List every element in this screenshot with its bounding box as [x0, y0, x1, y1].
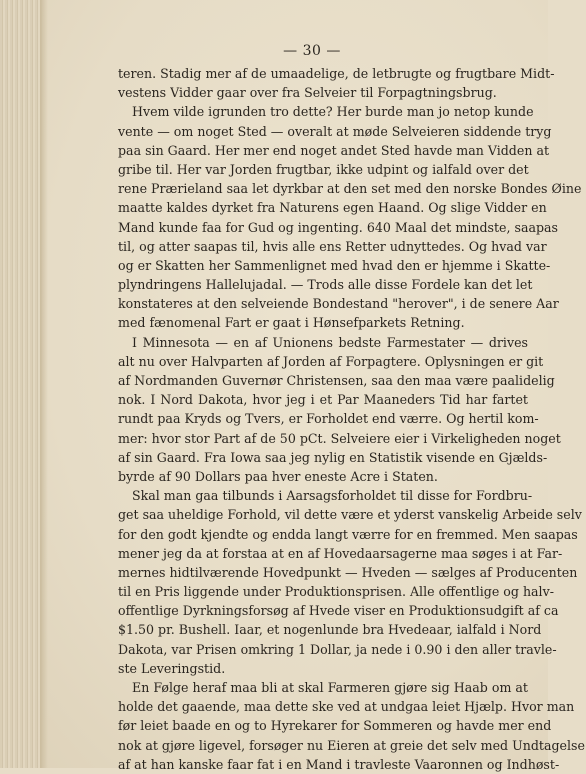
text-line: rundt paa Kryds og Tvers, er Forholdet end værre. Og hertil kom-	[118, 411, 539, 427]
text-line: maatte kaldes dyrket fra Naturens egen Haand. Og slige Vidder en	[118, 200, 547, 216]
text-line: mener jeg da at forstaa at en af Hovedaarsagerne maa søges i at Far-	[118, 545, 563, 561]
text-line: af Nordmanden Guvernør Christensen, saa den maa være paalidelig	[118, 373, 555, 388]
text-line: før leiet baade en og to Hyrekarer for Sommeren og havde mer end	[118, 718, 552, 734]
text-line: Hvem vilde igrunden tro dette? Her burde man jo netop kunde	[132, 104, 534, 120]
text-line: Mand kunde faa for Gud og ingenting. 640 Maal det mindste, saapas	[118, 219, 559, 235]
text-line: til, og atter saapas til, hvis alle ens Retter udnyttedes. Og hvad var	[118, 238, 547, 254]
text-line: gribe til. Her var Jorden frugtbar, ikke udpint og ialfald over det	[118, 161, 529, 177]
text-line: vestens Vidder gaar over fra Selveier til Forpagtningsbrug.	[118, 85, 497, 101]
page-edge-stack	[0, 0, 42, 768]
text-line: for den godt kjendte og endda langt værre for en fremmed. Men saapas	[118, 526, 578, 542]
text-line: nok at gjøre ligevel, forsøger nu Eieren at greie det selv med Undtagelse	[118, 737, 585, 753]
text-line: I Minnesota — en af Unionens bedste Farmestater — drives	[132, 334, 528, 350]
text-line: paa sin Gaard. Her mer end noget andet Sted havde man Vidden at	[118, 142, 550, 158]
text-line: holde det gaaende, maa dette ske ved at undgaa leiet Hjælp. Hvor man	[118, 699, 575, 715]
text-line: af sin Gaard. Fra Iowa saa jeg nylig en Statistik visende en Gjælds-	[118, 449, 548, 465]
text-line: $1.50 pr. Bushell. Iaar, et nogenlunde bra Hvedeaar, ialfald i Nord	[118, 622, 542, 638]
text-line: Dakota, var Prisen omkring 1 Dollar, ja nede i 0.90 i den aller travle-	[118, 641, 557, 657]
text-line: teren. Stadig mer af de umaadelige, de letbrugte og frugtbare Midt-	[118, 66, 555, 81]
text-line: konstateres at den selveiende Bondestand "herover", i de senere Aar	[118, 296, 559, 312]
page-number: — 30 —	[283, 43, 341, 59]
text-line: byrde af 90 Dollars paa hver eneste Acre i Staten.	[118, 468, 438, 484]
text-line: nok. I Nord Dakota, hvor jeg i et Par Maaneders Tid har fartet	[118, 392, 528, 408]
page-edge-shadow	[40, 0, 48, 768]
text-line: vente — om noget Sted — overalt at møde Selveieren siddende tryg	[118, 123, 552, 139]
text-line: til en Pris liggende under Produktionsprisen. Alle offentlige og halv-	[118, 584, 554, 600]
text-line: ste Leveringstid.	[118, 660, 226, 676]
text-line: En Følge heraf maa bli at skal Farmeren gjøre sig Haab om at	[132, 680, 528, 695]
text-line: Skal man gaa tilbunds i Aarsagsforholdet til disse for Fordbru-	[132, 488, 533, 504]
text-line: af at han kanske faar fat i en Mand i travleste Vaaronnen og Indhøst-	[118, 756, 560, 772]
text-line: alt nu over Halvparten af Jorden af Forpagtere. Oplysningen er git	[118, 353, 544, 369]
text-line: mer: hvor stor Part af de 50 pCt. Selveiere eier i Virkeligheden noget	[118, 430, 561, 446]
text-line: plyndringens Hallelujadal. — Trods alle disse Fordele kan det let	[118, 277, 533, 293]
text-line: mernes hidtilværende Hovedpunkt — Hveden — sælges af Producenten	[118, 564, 578, 580]
body-text	[118, 64, 585, 774]
text-line: get saa uheldige Forhold, vil dette være et yderst vanskelig Arbeide selv	[118, 507, 582, 523]
text-line: offentlige Dyrkningsforsøg af Hvede viser en Produktionsudgift af ca	[118, 603, 559, 619]
text-line: med fænomenal Fart er gaat i Hønsefparkets Retning.	[118, 315, 465, 331]
text-line: rene Prærieland saa let dyrkbar at den set med den norske Bondes Øine	[118, 181, 582, 197]
text-line: og er Skatten her Sammenlignet med hvad den er hjemme i Skatte-	[118, 257, 551, 273]
